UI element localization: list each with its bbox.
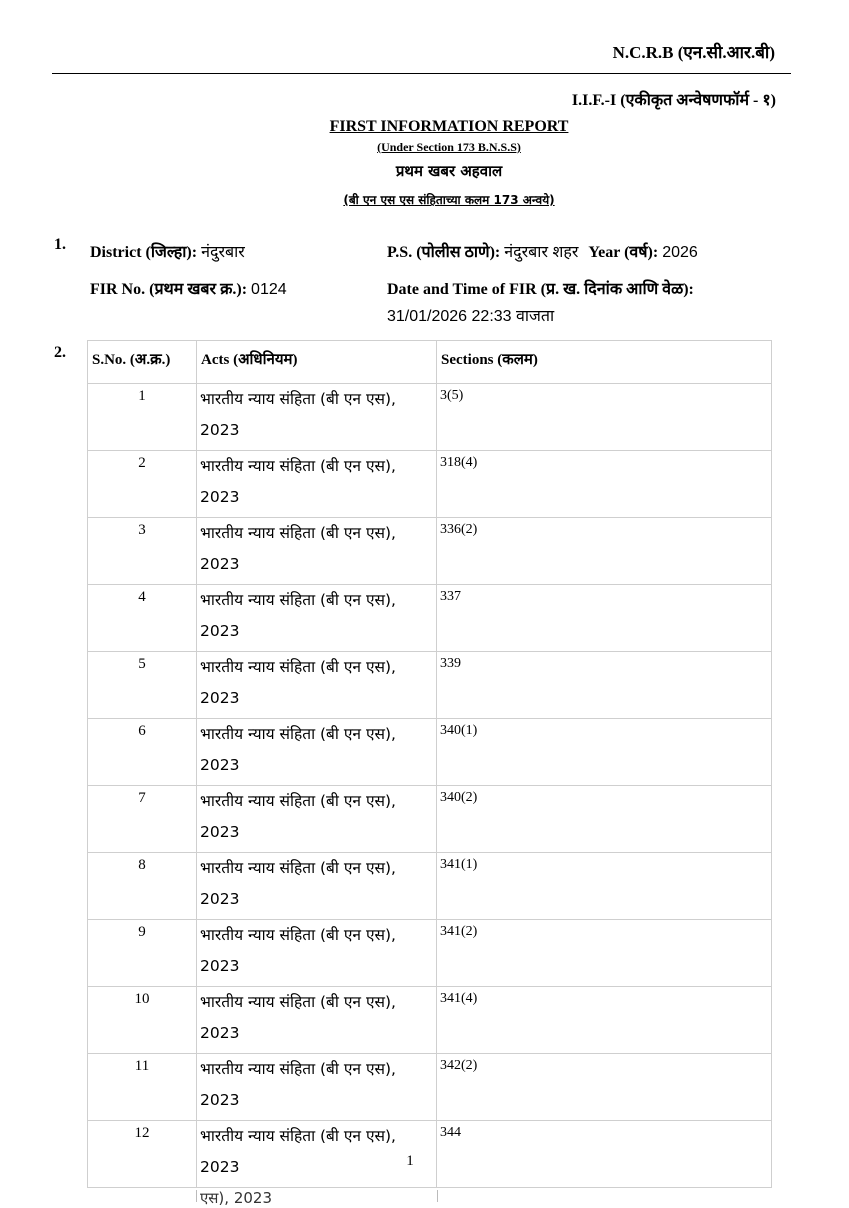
table-row <box>88 1054 772 1121</box>
table-row <box>88 518 772 585</box>
fir-number-value: 0124 <box>251 281 287 298</box>
table-row <box>88 719 772 786</box>
section-2-number: 2. <box>54 344 66 361</box>
district-value: नंदुरबार <box>201 244 245 261</box>
police-station-value: नंदुरबार शहर <box>504 244 579 261</box>
ncrb-header: N.C.R.B (एन.सी.आर.बी) <box>612 43 775 62</box>
row-sno: 1 <box>88 384 197 451</box>
sno-header: S.No. (अ.क्र.) <box>88 341 197 384</box>
police-station-field <box>387 240 698 262</box>
row-act: भारतीय न्याय संहिता (बी एन एस), 2023 <box>197 1121 437 1188</box>
table-row <box>88 451 772 518</box>
row-section: 340(2) <box>437 786 772 853</box>
row-section: 342(2) <box>437 1054 772 1121</box>
district-field <box>90 240 245 262</box>
report-title-en: FIRST INFORMATION REPORT <box>329 118 569 135</box>
row-section: 341(1) <box>437 853 772 920</box>
row-act: भारतीय न्याय संहिता (बी एन एस), 2023 <box>197 652 437 719</box>
row-section: 340(1) <box>437 719 772 786</box>
row-section: 344 <box>437 1121 772 1188</box>
acts-header: Acts (अधिनियम) <box>197 341 437 384</box>
row-act: भारतीय न्याय संहिता (बी एन एस), 2023 <box>197 585 437 652</box>
fir-number-label: FIR No. (प्रथम खबर क्र.): <box>90 281 248 298</box>
row-act: भारतीय न्याय संहिता (बी एन एस), 2023 <box>197 719 437 786</box>
district-label: District (जिल्हा): <box>90 244 198 261</box>
fir-datetime-value: 31/01/2026 22:33 वाजता <box>387 308 555 325</box>
row-sno: 8 <box>88 853 197 920</box>
row-sno: 10 <box>88 987 197 1054</box>
row-act: भारतीय न्याय संहिता (बी एन एस), 2023 <box>197 1054 437 1121</box>
police-station-label: P.S. (पोलीस ठाणे): <box>387 244 501 261</box>
header-divider <box>52 73 791 74</box>
table-header-row <box>88 341 772 384</box>
next-page-border <box>437 1190 438 1202</box>
row-act: भारतीय न्याय संहिता (बी एन एस), 2023 <box>197 451 437 518</box>
report-subtitle-en: (Under Section 173 B.N.S.S) <box>377 140 521 154</box>
row-sno: 6 <box>88 719 197 786</box>
row-section: 337 <box>437 585 772 652</box>
row-sno: 3 <box>88 518 197 585</box>
row-section: 318(4) <box>437 451 772 518</box>
row-sno: 2 <box>88 451 197 518</box>
row-sno: 4 <box>88 585 197 652</box>
row-section: 341(2) <box>437 920 772 987</box>
row-act: भारतीय न्याय संहिता (बी एन एस), 2023 <box>197 786 437 853</box>
table-row <box>88 652 772 719</box>
row-section: 341(4) <box>437 987 772 1054</box>
acts-table-body <box>88 384 772 1188</box>
row-act: भारतीय न्याय संहिता (बी एन एस), 2023 <box>197 987 437 1054</box>
row-act: भारतीय न्याय संहिता (बी एन एस), 2023 <box>197 384 437 451</box>
row-sno: 7 <box>88 786 197 853</box>
page-number: 1 <box>406 1153 414 1169</box>
year-label: Year (वर्ष): <box>588 244 659 261</box>
table-row <box>88 853 772 920</box>
next-page-border <box>196 1190 197 1202</box>
table-row <box>88 786 772 853</box>
fir-datetime-label: Date and Time of FIR (प्र. ख. दिनांक आणि वेळ): <box>387 281 694 298</box>
table-row <box>88 585 772 652</box>
row-act: भारतीय न्याय संहिता (बी एन एस), 2023 <box>197 518 437 585</box>
section-1-number: 1. <box>54 236 66 253</box>
row-sno: 11 <box>88 1054 197 1121</box>
report-subtitle-mr: (बी एन एस एस संहिताच्या कलम 173 अन्वये) <box>343 193 555 207</box>
row-sno: 9 <box>88 920 197 987</box>
table-row <box>88 987 772 1054</box>
acts-sections-table <box>87 340 772 1188</box>
table-row <box>88 920 772 987</box>
table-row <box>88 384 772 451</box>
row-act: भारतीय न्याय संहिता (बी एन एस), 2023 <box>197 853 437 920</box>
row-sno: 12 <box>88 1121 197 1188</box>
row-section: 3(5) <box>437 384 772 451</box>
row-sno: 5 <box>88 652 197 719</box>
fir-number-field <box>90 277 287 299</box>
next-page-peek-text: एस), 2023 <box>200 1189 272 1207</box>
iif-form-label: I.I.F.-I (एकीकृत अन्वेषणफॉर्म - १) <box>571 92 776 109</box>
row-section: 339 <box>437 652 772 719</box>
row-section: 336(2) <box>437 518 772 585</box>
report-title-mr: प्रथम खबर अहवाल <box>395 162 503 180</box>
year-value: 2026 <box>662 244 698 261</box>
sections-header: Sections (कलम) <box>437 341 772 384</box>
row-act: भारतीय न्याय संहिता (बी एन एस), 2023 <box>197 920 437 987</box>
